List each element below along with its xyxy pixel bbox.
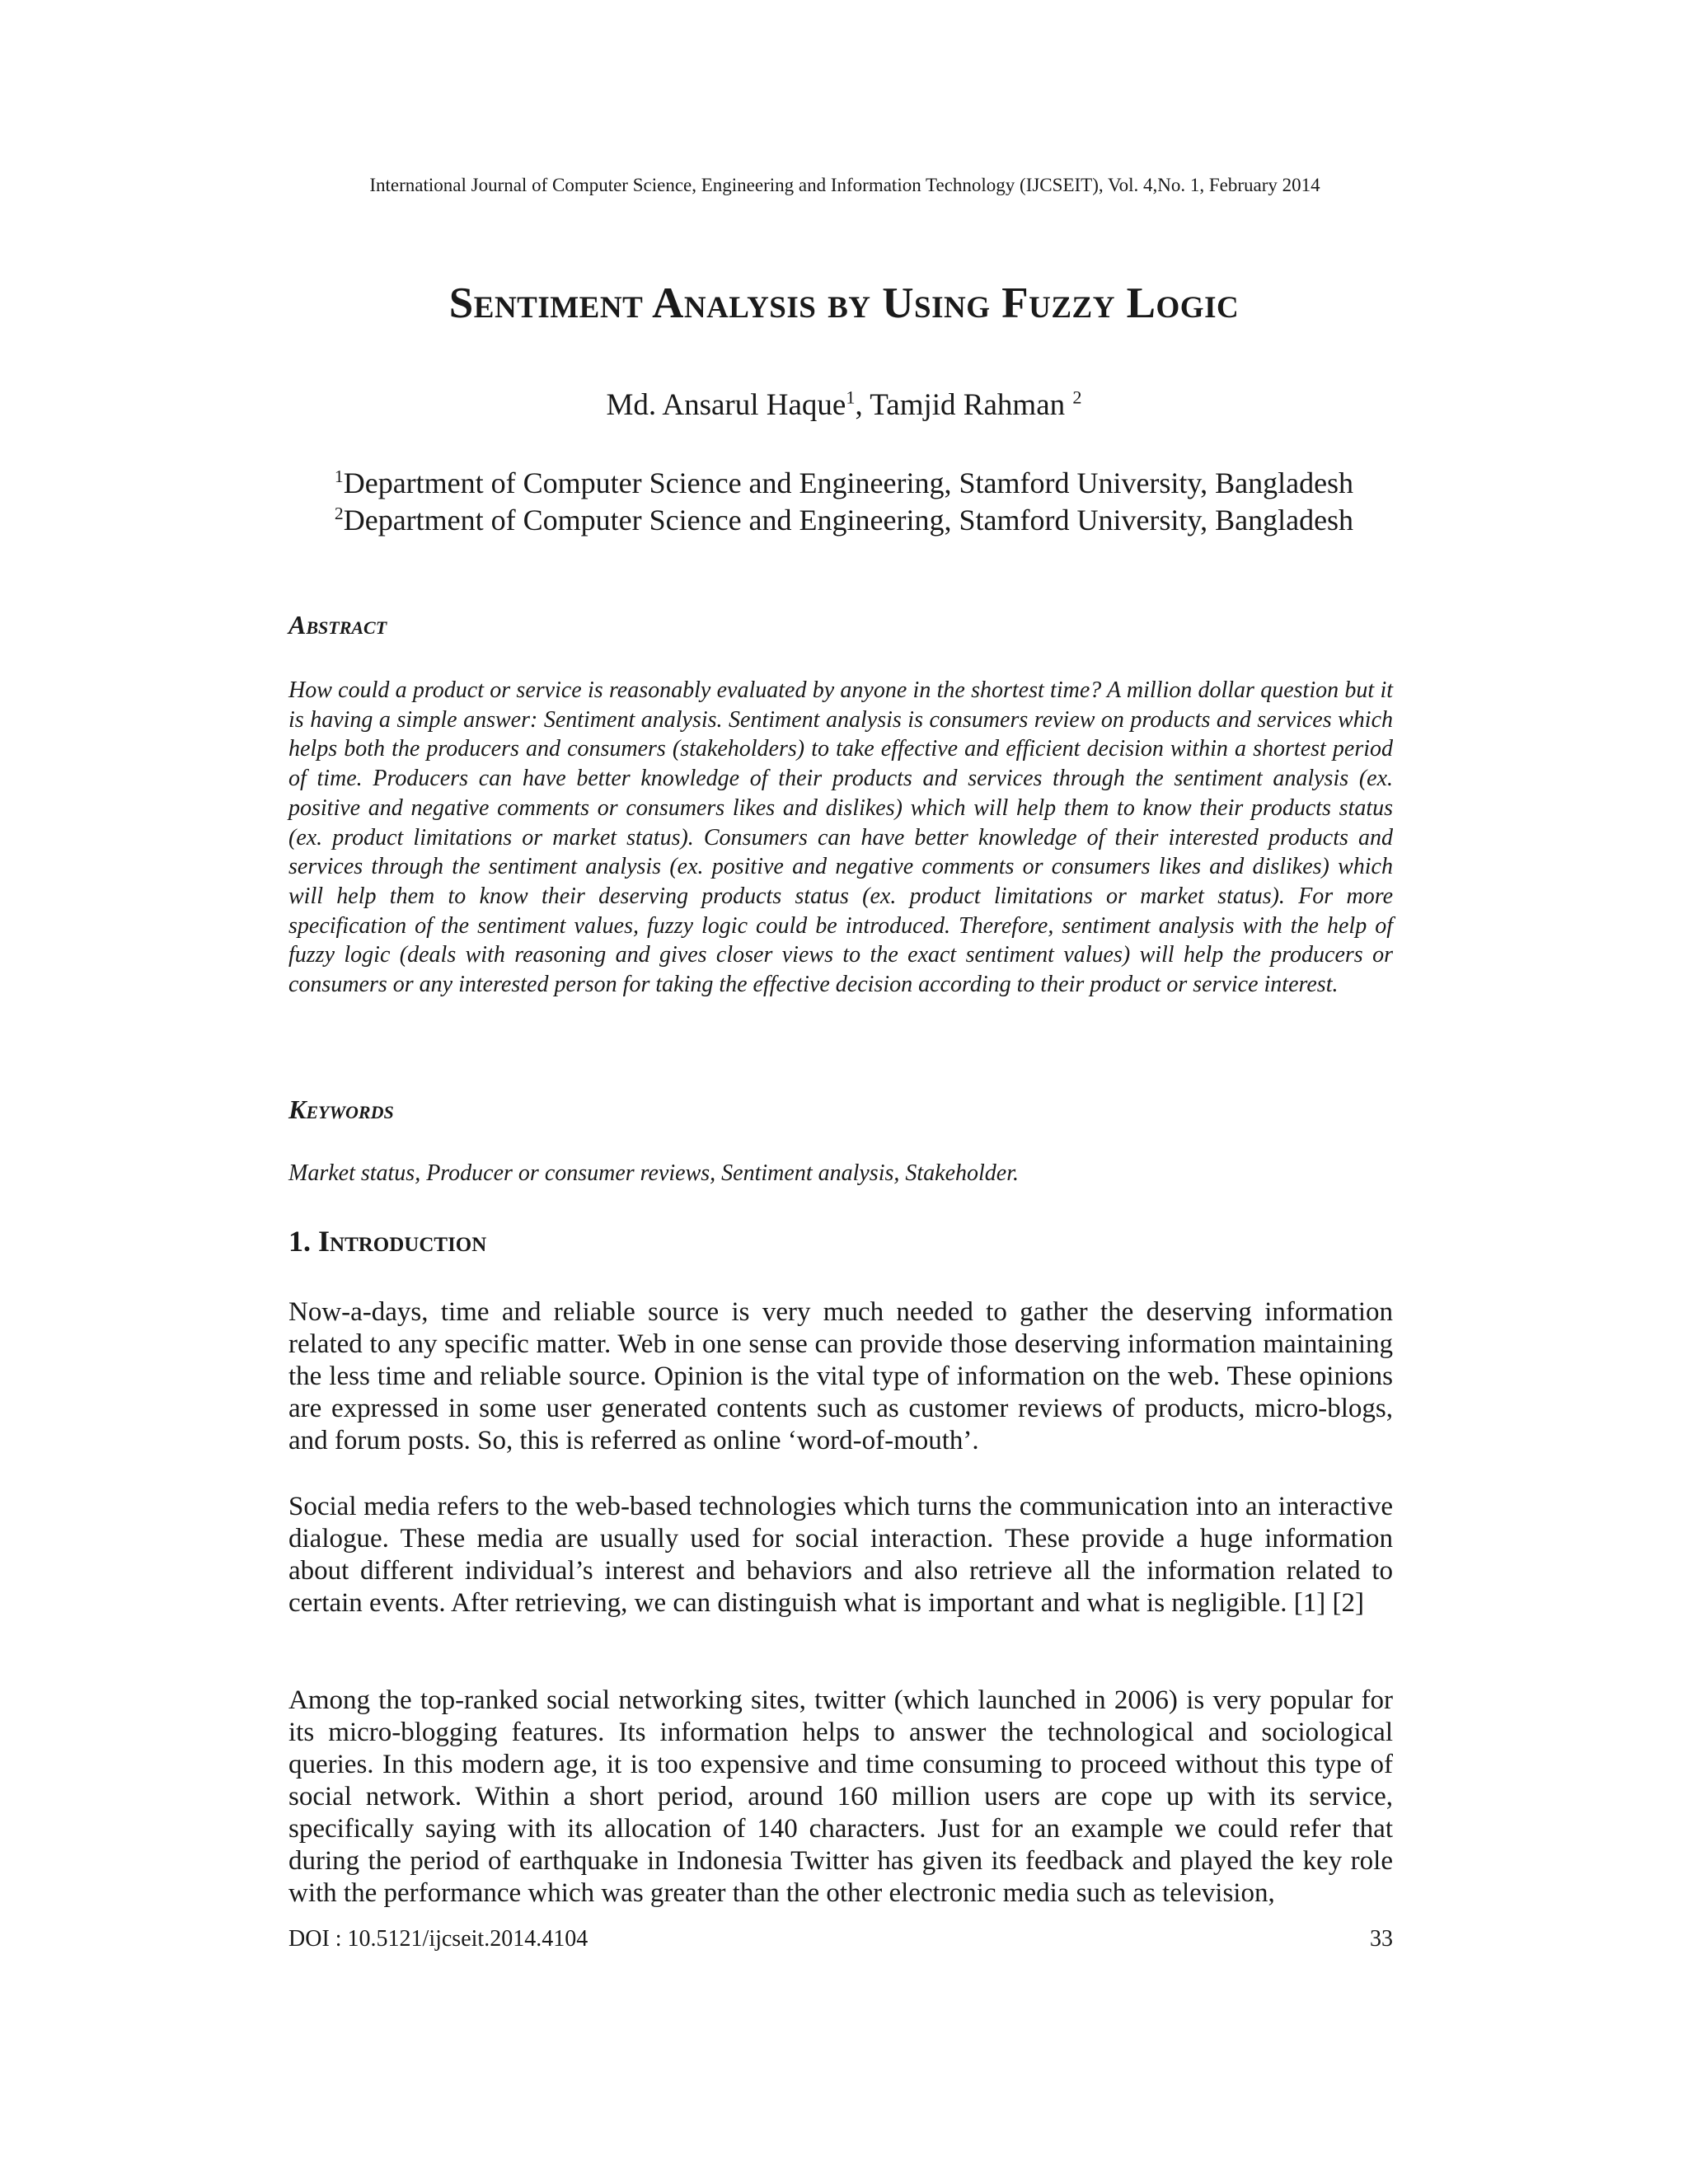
affiliations — [247, 465, 1441, 539]
paper-title: Sentiment Analysis by Using Fuzzy Logic — [448, 279, 1240, 327]
affiliation-line — [247, 465, 1441, 502]
author-affiliation-mark: 2 — [1072, 387, 1082, 408]
author-line — [247, 387, 1441, 423]
author-name: Md. Ansarul Haque — [606, 388, 846, 422]
affiliation-text: Department of Computer Science and Engineering, Stamford University, Bangladesh — [343, 504, 1354, 537]
abstract-heading: Abstract — [288, 610, 387, 640]
keywords-text: Market status, Producer or consumer reviews, Sentiment analysis, Stakeholder. — [288, 1160, 1020, 1186]
author-separator: , — [855, 388, 870, 422]
keywords-heading: Keywords — [288, 1094, 394, 1124]
intro-paragraph: Now-a-days, time and reliable source is very much needed to gather the deserving information related to any specific matter. Web in one sense can provide those deserving information maintaining the less time and reliable source. Opinion is the vital type of information on the web. These opinions are expressed in some user generated contents such as customer reviews of products, micro-blogs, and forum posts. So, this is referred as online ‘word-of-mouth’. — [288, 1297, 1393, 1455]
doi-footer: DOI : 10.5121/ijcseit.2014.4104 — [288, 1926, 588, 1952]
affiliation-line — [247, 502, 1441, 539]
intro-paragraph: Among the top-ranked social networking sites, twitter (which launched in 2006) is very popular for its micro-blogging features. Its information helps to answer the technological and sociological queries. In this modern age, it is too expensive and time consuming to proceed without this type of social network. Within a short period, around 160 million users are cope up with its service, specifically saying with its allocation of 140 characters. Just for an example we could refer that during the period of earthquake in Indonesia Twitter has given its feedback and played the key role with the performance which was greater than the other electronic media such as television, — [288, 1685, 1393, 1908]
intro-paragraph: Social media refers to the web-based technologies which turns the communication into an interactive dialogue. These media are usually used for social interaction. These provide a huge information about different individual’s interest and behaviors and also retrieve all the information related to certain events. After retrieving, we can distinguish what is important and what is negligible. [1] [2] — [288, 1492, 1393, 1618]
affiliation-mark: 1 — [334, 466, 344, 486]
affiliation-text: Department of Computer Science and Engineering, Stamford University, Bangladesh — [343, 466, 1354, 499]
page-number: 33 — [1370, 1926, 1393, 1952]
journal-header: International Journal of Computer Science, Engineering and Information Technology (IJCSEIT), Vol. 4,No. 1, February 2014 — [369, 175, 1320, 195]
author-affiliation-mark: 1 — [846, 387, 856, 408]
affiliation-mark: 2 — [334, 504, 344, 523]
author-name: Tamjid Rahman — [870, 388, 1066, 422]
introduction-heading: 1. Introduction — [288, 1225, 487, 1258]
abstract-text: How could a product or service is reasonably evaluated by anyone in the shortest time? A million dollar question but it is having a simple answer: Sentiment analysis. Sentiment analysis is consumers review on products and services which helps both the producers and consumers (stakeholders) to take effective and efficient decision within a shortest period of time. Producers can have better knowledge of their products and services through the sentiment analysis (ex. positive and negative comments or consumers likes and dislikes) which will help them to know their products status (ex. product limitations or market status). Consumers can have better knowledge of their interested products and services through the sentiment analysis (ex. positive and negative comments or consumers likes and dislikes) which will help them to know their deserving products status (ex. product limitations or market status). For more specification of the sentiment values, fuzzy logic could be introduced. Therefore, sentiment analysis with the help of fuzzy logic (deals with reasoning and gives closer views to the exact sentiment values) will help the producers or consumers or any interested person for taking the effective decision according to their product or service interest. — [288, 677, 1393, 998]
